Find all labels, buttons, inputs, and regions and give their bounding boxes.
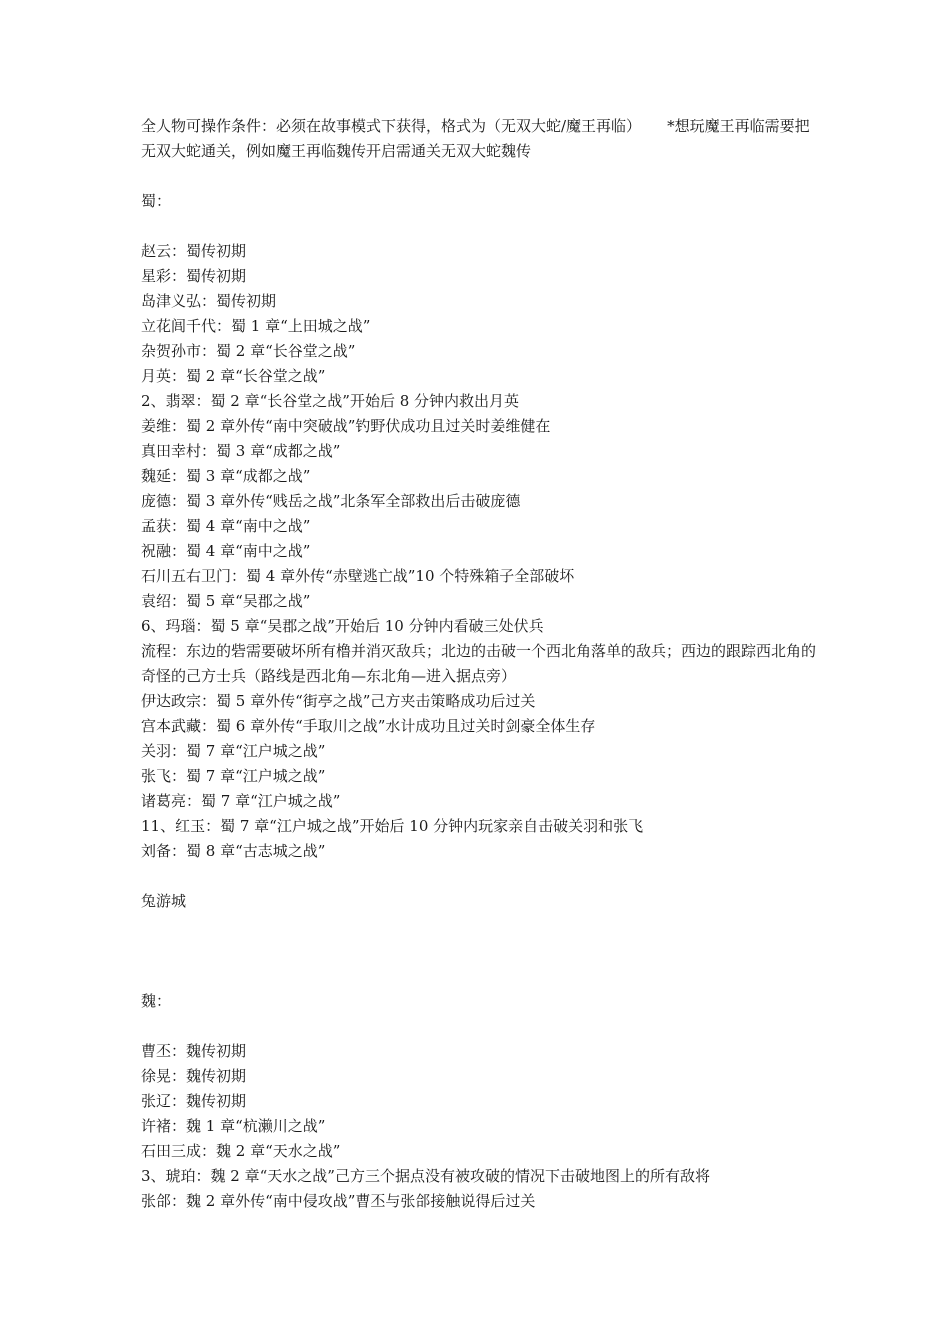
list-item: 关羽：蜀 7 章“江户城之战” — [141, 742, 326, 760]
shu-extra-text: 兔游城 — [141, 892, 187, 910]
wei-list — [141, 1039, 821, 1214]
list-item: 真田幸村：蜀 3 章“成都之战” — [141, 442, 341, 460]
list-item: 许褚：魏 1 章“杭濑川之战” — [141, 1117, 326, 1135]
list-item: 2、翡翠：蜀 2 章“长谷堂之战”开始后 8 分钟内救出月英 — [141, 392, 520, 410]
intro-paragraph — [141, 114, 821, 164]
intro-note: *想玩魔王再临需要把无双大蛇通关，例如魔王再临魏传开启需通关无双大蛇魏传 — [141, 117, 810, 160]
document-page — [141, 114, 821, 1214]
list-item: 杂贺孙市：蜀 2 章“长谷堂之战” — [141, 342, 356, 360]
list-item: 徐晃：魏传初期 — [141, 1067, 247, 1085]
list-item: 袁绍：蜀 5 章“吴郡之战” — [141, 592, 311, 610]
list-item: 刘备：蜀 8 章“古志城之战” — [141, 842, 326, 860]
list-item: 张郃：魏 2 章外传“南中侵攻战”曹丕与张郃接触说得后过关 — [141, 1192, 536, 1210]
list-item: 庞德：蜀 3 章外传“贱岳之战”北条军全部救出后击破庞德 — [141, 492, 521, 510]
list-item: 石田三成：魏 2 章“天水之战” — [141, 1142, 341, 1160]
list-item: 张辽：魏传初期 — [141, 1092, 247, 1110]
list-item: 魏延：蜀 3 章“成都之战” — [141, 467, 311, 485]
list-item: 立花闾千代：蜀 1 章“上田城之战” — [141, 317, 371, 335]
list-item: 11、红玉：蜀 7 章“江户城之战”开始后 10 分钟内玩家亲自击破关羽和张飞 — [141, 817, 644, 835]
intro-text: 全人物可操作条件：必须在故事模式下获得，格式为（无双大蛇/魔王再临） — [141, 117, 642, 135]
shu-list — [141, 239, 821, 864]
shu-heading: 蜀： — [141, 192, 172, 210]
list-item: 赵云：蜀传初期 — [141, 242, 247, 260]
list-item: 3、琥珀：魏 2 章“天水之战”己方三个据点没有被攻破的情况下击破地图上的所有敌将 — [141, 1167, 710, 1185]
list-item: 岛津义弘：蜀传初期 — [141, 292, 277, 310]
wei-heading: 魏： — [141, 992, 172, 1010]
list-item: 姜维：蜀 2 章外传“南中突破战”钓野伏成功且过关时姜维健在 — [141, 417, 551, 435]
list-item: 宫本武藏：蜀 6 章外传“手取川之战”水计成功且过关时剑豪全体生存 — [141, 717, 596, 735]
list-item: 石川五右卫门：蜀 4 章外传“赤壁逃亡战”10 个特殊箱子全部破坏 — [141, 567, 575, 585]
list-item: 祝融：蜀 4 章“南中之战” — [141, 542, 311, 560]
list-item: 曹丕：魏传初期 — [141, 1042, 247, 1060]
list-item: 诸葛亮：蜀 7 章“江户城之战” — [141, 792, 341, 810]
list-item: 星彩：蜀传初期 — [141, 267, 247, 285]
list-item: 月英：蜀 2 章“长谷堂之战” — [141, 367, 326, 385]
list-item: 伊达政宗：蜀 5 章外传“街亭之战”己方夹击策略成功后过关 — [141, 692, 536, 710]
list-item: 6、玛瑙：蜀 5 章“吴郡之战”开始后 10 分钟内看破三处伏兵 — [141, 617, 544, 635]
list-item: 孟获：蜀 4 章“南中之战” — [141, 517, 311, 535]
list-item: 流程：东边的砦需要破坏所有橹并消灭敌兵；北边的击破一个西北角落单的敌兵；西边的跟踪西北角的奇怪的己方士兵（路线是西北角—东北角—进入据点旁） — [141, 642, 817, 685]
list-item: 张飞：蜀 7 章“江户城之战” — [141, 767, 326, 785]
